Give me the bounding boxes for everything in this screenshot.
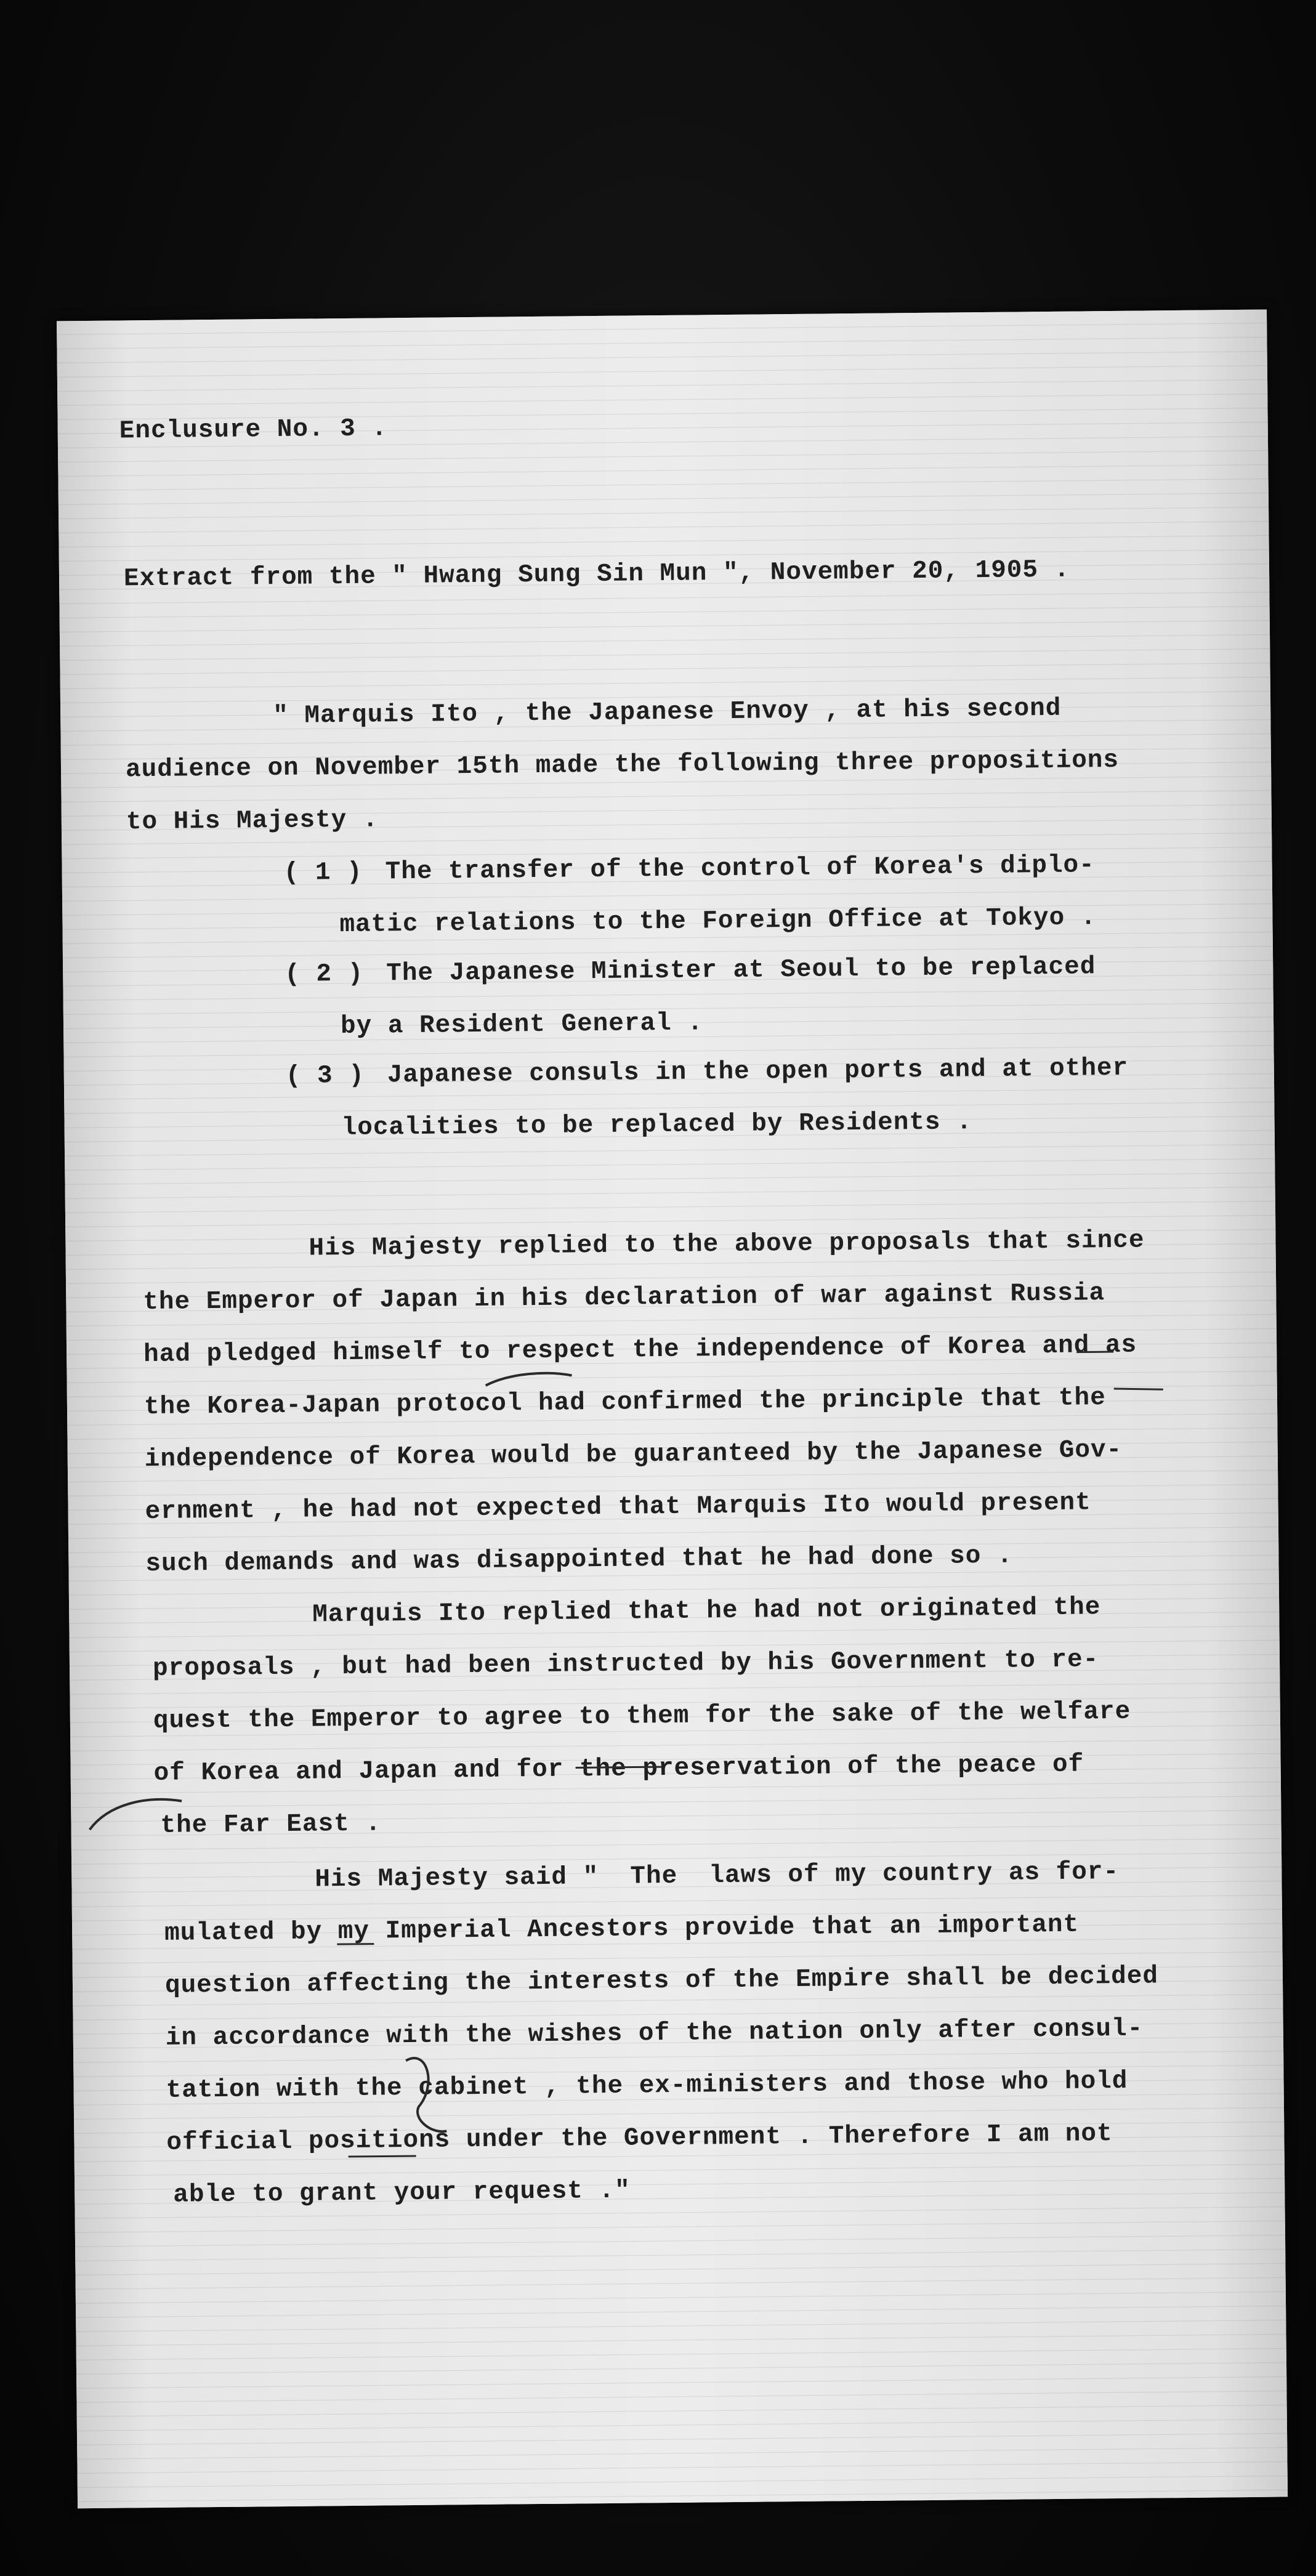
ito-line: quest the Emperor to agree to them for the sake of the welfare [153,1697,1131,1736]
document-page [57,310,1288,2509]
reply-line: ernment , he had not expected that Marquis Ito would present [145,1488,1092,1527]
proposition-line: The transfer of the control of Korea's diplo- [385,851,1096,887]
proposition-line: Japanese consuls in the open ports and at other [387,1054,1129,1090]
paragraph-line: audience on November 15th made the following three propositions [125,746,1120,785]
extract-heading: Extract from the " Hwang Sung Sin Mun ", November 20, 1905 . [123,555,1070,594]
proposition-line: The Japanese Minister at Seoul to be replaced [386,953,1096,988]
proposition-number: ( 3 ) [285,1061,365,1091]
reply-line: the Emperor of Japan in his declaration of war against Russia [143,1279,1105,1317]
paragraph-line: " Marquis Ito , the Japanese Envoy , at his second [273,694,1062,731]
majesty-line: question affecting the interests of the Empire shall be decided [164,1962,1159,2000]
reply-line: independence of Korea would be guaranteed by the Japanese Gov- [144,1435,1123,1474]
proposition-number: ( 1 ) [283,858,363,887]
majesty-line: able to grant your request ." [173,2176,631,2210]
reply-line: such demands and was disappointed that he had done so . [145,1541,1013,1579]
proposition-line: localities to be replaced by Residents . [341,1108,972,1143]
majesty-line: His Majesty said " The laws of my country as for- [315,1857,1120,1894]
ito-line: Marquis Ito replied that he had not originated the [312,1593,1101,1629]
reply-line: had pledged himself to respect the independence of Korea and as [143,1331,1137,1370]
reply-line: the Korea-Japan protocol had confirmed the principle that the [143,1384,1106,1422]
reply-line: His Majesty replied to the above proposals that since [309,1226,1145,1263]
majesty-line: mulated by my Imperial Ancestors provide that an important [164,1910,1080,1948]
majesty-line: tation with the cabinet , the ex-ministers and those who hold [166,2067,1128,2105]
proposition-line: by a Resident General . [340,1009,704,1041]
majesty-line: in accordance with the wishes of the nation only after consul- [165,2014,1144,2053]
paragraph-line: to His Majesty . [126,806,379,837]
proposition-line: matic relations to the Foreign Office at Tokyo . [339,903,1097,940]
ito-line: the Far East . [160,1809,382,1840]
ito-line: of Korea and Japan and for the preservation of the peace of [153,1750,1084,1788]
enclosure-label: Enclusure No. 3 . [119,414,388,446]
majesty-line: official positions under the Government . Therefore I am not [166,2120,1113,2157]
ito-line: proposals , but had been instructed by his Government to re- [152,1645,1099,1684]
proposition-number: ( 2 ) [285,959,364,989]
